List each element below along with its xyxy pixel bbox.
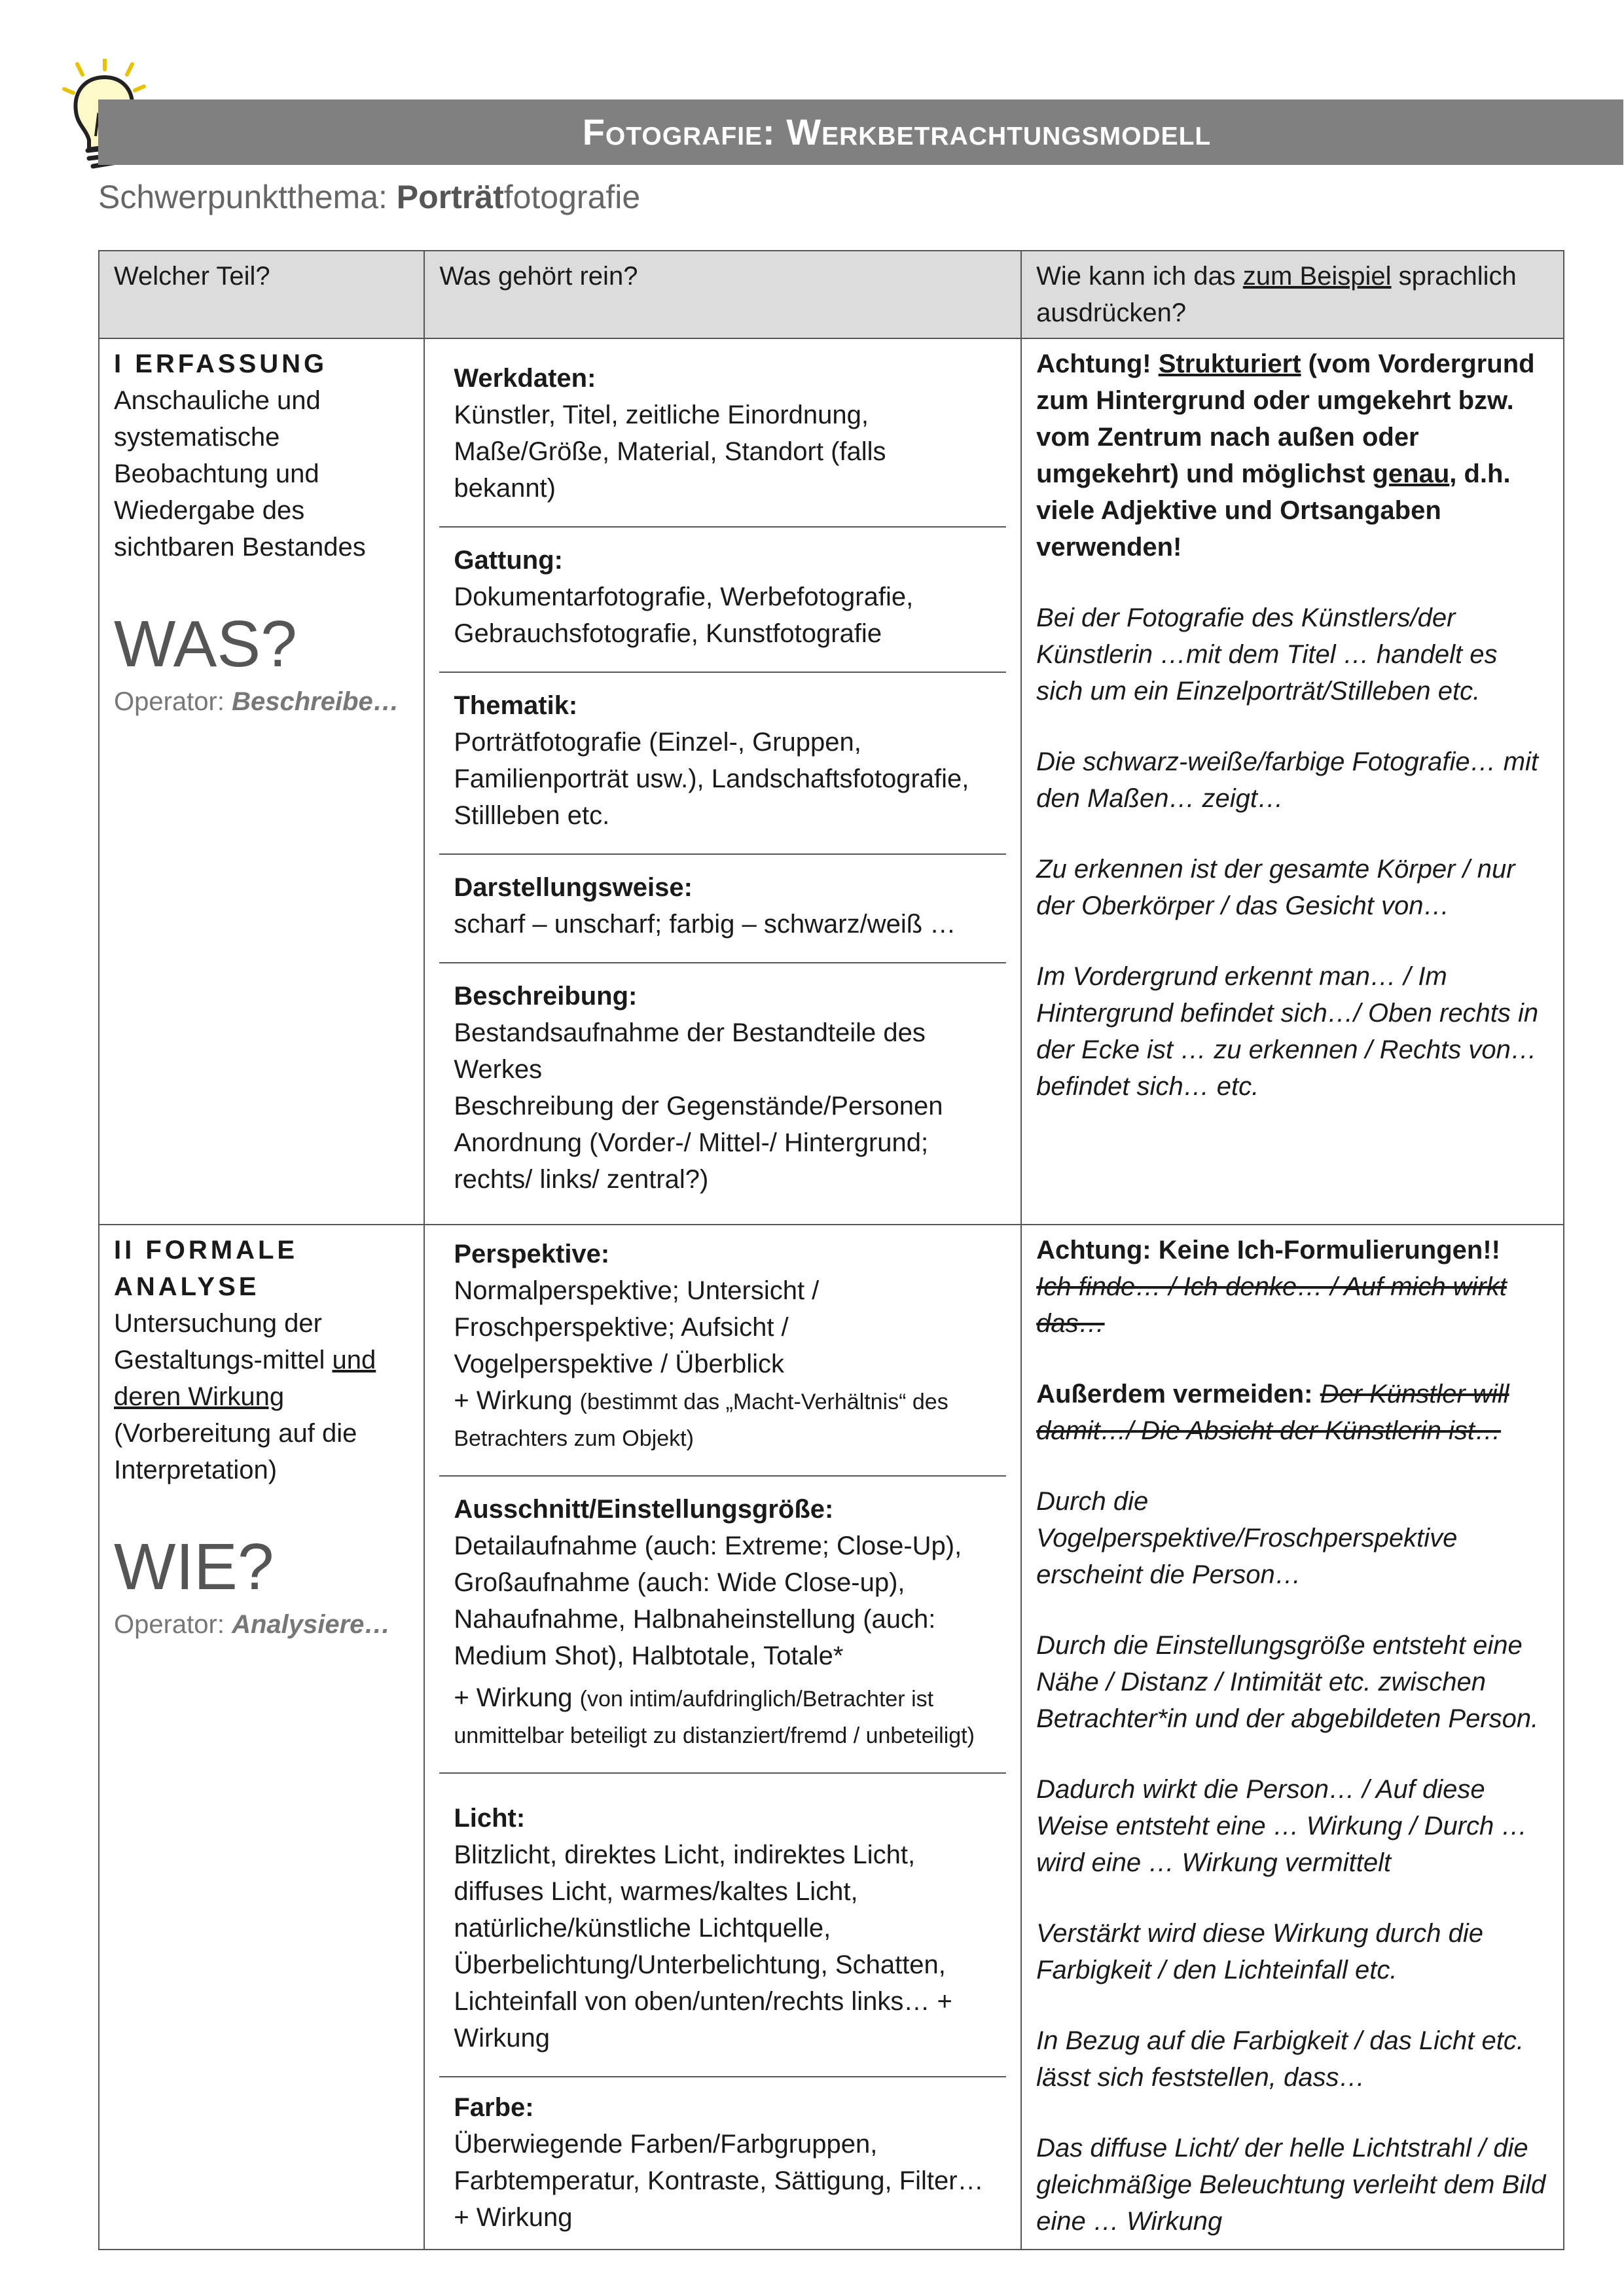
header-cell: Welcher Teil? bbox=[99, 251, 424, 338]
list-item bbox=[439, 1774, 1006, 2077]
header-text: Wie kann ich das bbox=[1036, 262, 1243, 291]
section-description bbox=[114, 1305, 409, 1488]
analysis-table bbox=[98, 250, 1564, 2250]
header-underline: zum Beispiel bbox=[1242, 262, 1392, 291]
note-text: Achtung! bbox=[1036, 350, 1159, 378]
operator-value: Beschreibe… bbox=[232, 687, 399, 716]
note-text: , d.h. viele Adjektive und Ortsangaben verwenden! bbox=[1036, 459, 1511, 562]
wirkung-detail: (von intim/aufdringlich/Betrachter ist unmittelbar beteiligt zu distanziert/fremd / unbeteiligt) bbox=[454, 1687, 975, 1748]
item-heading: Thematik: bbox=[454, 691, 578, 720]
item-wirkung bbox=[454, 1382, 992, 1456]
section-cell bbox=[99, 1225, 424, 2250]
item-text: Normalperspektive; Untersicht / Froschperspektive; Aufsicht / Vogelperspektive / Überblick bbox=[454, 1276, 820, 1378]
header-text: sprachlich ausdrücken? bbox=[1036, 262, 1517, 327]
list-item bbox=[439, 2077, 1006, 2242]
item-heading: Farbe: bbox=[454, 2093, 534, 2122]
examples-cell bbox=[1021, 1225, 1564, 2250]
example-phrase: Bei der Fotografie des Künstlers/der Künstlerin …mit dem Titel … handelt es sich um ein Einzelporträt/Stilleben etc. bbox=[1036, 603, 1498, 706]
avoid-label: Außerdem vermeiden: bbox=[1036, 1380, 1320, 1408]
section-question: WIE? bbox=[114, 1530, 274, 1604]
page-title: Fotografie: Werkbetrachtungsmodell bbox=[582, 111, 1212, 152]
item-heading: Gattung: bbox=[454, 546, 563, 575]
item-heading: Ausschnitt/Einstellungsgröße: bbox=[454, 1495, 834, 1524]
example-phrase: Im Vordergrund erkennt man… / Im Hintergrund befindet sich…/ Oben rechts in der Ecke ist … zu erkennen / Rechts von… befindet sich… etc. bbox=[1036, 962, 1539, 1101]
list-item bbox=[439, 1477, 1006, 1774]
list-item bbox=[439, 346, 1006, 528]
operator-value: Analysiere… bbox=[232, 1610, 391, 1639]
example-phrase: Durch die Vogelperspektive/Froschperspektive erscheint die Person… bbox=[1036, 1487, 1458, 1589]
subtitle bbox=[98, 178, 640, 216]
items-cell bbox=[424, 338, 1021, 1225]
examples-cell bbox=[1021, 338, 1564, 1225]
item-text: scharf – unscharf; farbig – schwarz/weiß … bbox=[454, 910, 956, 939]
header-cell: Was gehört rein? bbox=[424, 251, 1021, 338]
note-underline: genau bbox=[1372, 459, 1450, 488]
table-row bbox=[99, 338, 1564, 1225]
example-phrase: Dadurch wirkt die Person… / Auf diese Weise entsteht eine … Wirkung / Durch … wird eine … Wirkung vermittelt bbox=[1036, 1775, 1528, 1877]
subtitle-suffix: fotografie bbox=[503, 179, 641, 215]
description-text: (Vorbereitung auf die Interpretation) bbox=[114, 1419, 357, 1484]
item-heading: Perspektive: bbox=[454, 1240, 610, 1268]
example-phrase: Verstärkt wird diese Wirkung durch die Farbigkeit / den Lichteinfall etc. bbox=[1036, 1919, 1483, 1984]
items-cell bbox=[424, 1225, 1021, 2250]
section-title: I ERFASSUNG bbox=[114, 350, 328, 378]
example-phrase: In Bezug auf die Farbigkeit / das Licht etc. lässt sich feststellen, dass… bbox=[1036, 2026, 1524, 2092]
example-phrase: Zu erkennen ist der gesamte Körper / nur der Oberkörper / das Gesicht von… bbox=[1036, 855, 1515, 920]
title-banner bbox=[98, 99, 1623, 165]
avoid-phrase: Ich finde… / Ich denke… / Auf mich wirkt das… bbox=[1036, 1272, 1507, 1338]
operator-label: Operator: bbox=[114, 1610, 232, 1639]
subtitle-bold: Porträt bbox=[396, 179, 504, 215]
list-item bbox=[439, 528, 1006, 673]
item-text: Beschreibung der Gegenstände/Personen bbox=[454, 1092, 943, 1121]
item-heading: Darstellungsweise: bbox=[454, 873, 693, 902]
item-text: Dokumentarfotografie, Werbefotografie, Gebrauchsfotografie, Kunstfotografie bbox=[454, 583, 914, 648]
list-item bbox=[439, 855, 1006, 963]
item-text: Blitzlicht, direktes Licht, indirektes Licht, diffuses Licht, warmes/kaltes Licht, natürliche/künstliche Lichtquelle, Überbelichtung/Unterbelichtung, Schatten, Lichteinfall von oben/unten/rechts links… + Wirkung bbox=[454, 1840, 952, 2053]
item-heading: Werkdaten: bbox=[454, 364, 596, 393]
subtitle-prefix: Schwerpunktthema: bbox=[98, 179, 397, 215]
example-phrase: Das diffuse Licht/ der helle Lichtstrahl / die gleichmäßige Beleuchtung verleiht dem Bild eine … Wirkung bbox=[1036, 2134, 1546, 2236]
examples-note: Achtung: Keine Ich-Formulierungen!! bbox=[1036, 1236, 1500, 1265]
operator-label: Operator: bbox=[114, 687, 232, 716]
table-header-row bbox=[99, 251, 1564, 338]
item-heading: Beschreibung: bbox=[454, 982, 638, 1011]
item-wirkung bbox=[454, 1679, 992, 1753]
item-text: Künstler, Titel, zeitliche Einordnung, Maße/Größe, Material, Standort (falls bekannt) bbox=[454, 401, 886, 503]
item-text: Überwiegende Farben/Farbgruppen, Farbtemperatur, Kontraste, Sättigung, Filter… + Wirkung bbox=[454, 2130, 984, 2232]
section-description: Anschauliche und systematische Beobachtung und Wiedergabe des sichtbaren Bestandes bbox=[114, 386, 366, 562]
list-item bbox=[439, 1232, 1006, 1477]
avoid-line bbox=[1036, 1376, 1549, 1449]
wirkung-label: + Wirkung bbox=[454, 1386, 580, 1415]
wirkung-label: + Wirkung bbox=[454, 1683, 580, 1712]
item-text: Bestandsaufnahme der Bestandteile des Werkes bbox=[454, 1018, 926, 1084]
wirkung-detail: (bestimmt das „Macht-Verhältnis“ des Betrachters zum Objekt) bbox=[454, 1390, 948, 1451]
item-text: Anordnung (Vorder-/ Mittel-/ Hintergrund; rechts/ links/ zentral?) bbox=[454, 1128, 929, 1194]
item-text: Detailaufnahme (auch: Extreme; Close-Up), Großaufnahme (auch: Wide Close-up), Nahaufnahme, Halbnaheinstellung (auch: Medium Shot), Halbtotale, Totale* bbox=[454, 1532, 962, 1670]
section-question: WAS? bbox=[114, 607, 297, 681]
example-phrase: Die schwarz-weiße/farbige Fotografie… mit den Maßen… zeigt… bbox=[1036, 747, 1539, 813]
note-text: (vom Vordergrund zum Hintergrund oder umgekehrt bzw. vom Zentrum nach außen oder umgekehrt) und möglichst bbox=[1036, 350, 1535, 488]
list-item bbox=[439, 673, 1006, 855]
header-cell bbox=[1021, 251, 1564, 338]
description-text: Untersuchung der Gestaltungs-mittel bbox=[114, 1309, 333, 1374]
item-heading: Licht: bbox=[454, 1804, 526, 1833]
examples-note bbox=[1036, 346, 1549, 565]
example-phrase: Durch die Einstellungsgröße entsteht eine Nähe / Distanz / Intimität etc. zwischen Betrachter*in und der abgebildeten Person. bbox=[1036, 1631, 1539, 1733]
avoid-phrase: Der Künstler will damit…/ Die Absicht der Künstlerin ist… bbox=[1036, 1380, 1509, 1445]
operator-line bbox=[114, 1606, 409, 1643]
section-cell bbox=[99, 338, 424, 1225]
section-title: II FORMALE ANALYSE bbox=[114, 1236, 298, 1301]
description-underline: und deren Wirkung bbox=[114, 1346, 376, 1411]
list-item bbox=[439, 963, 1006, 1217]
table-row bbox=[99, 1225, 1564, 2250]
item-text: Porträtfotografie (Einzel-, Gruppen, Familienporträt usw.), Landschaftsfotografie, Stillleben etc. bbox=[454, 728, 969, 830]
operator-line bbox=[114, 683, 409, 720]
note-underline: Strukturiert bbox=[1158, 350, 1301, 378]
